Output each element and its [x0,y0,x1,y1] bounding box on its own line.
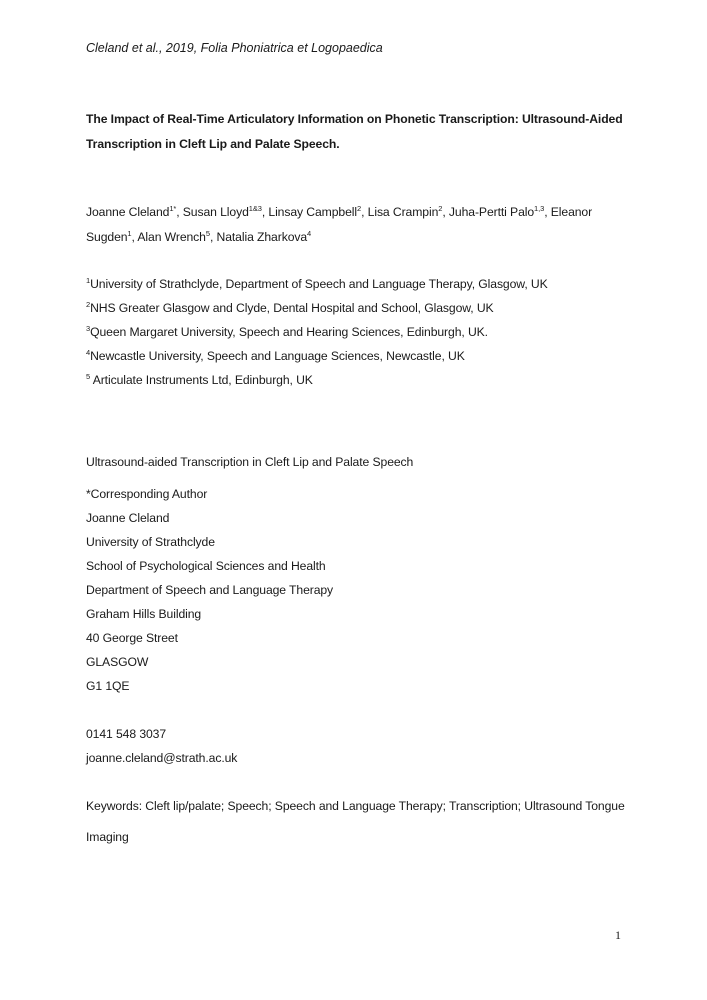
author-name: Joanne Cleland [86,205,170,219]
address-line: GLASGOW [86,655,149,669]
affiliation [86,349,465,363]
author-affiliation-mark: 1,3 [534,204,545,213]
email-address[interactable]: joanne.cleland@strath.ac.uk [86,751,238,765]
author-affiliation-mark: 1* [169,204,177,213]
running-head: Cleland et al., 2019, Folia Phoniatrica et Logopaedica [86,41,383,55]
affiliation [86,301,494,315]
affiliation-number: 1 [86,276,91,285]
author-affiliation-mark: 1&3 [248,204,262,213]
address-line: Department of Speech and Language Therapy [86,583,334,597]
author-name: Alan Wrench [137,230,206,244]
author-list-line-1: Joanne Cleland$^{1*}$, Susan Lloyd$^{1\&3}$, Linsay Campbell$^2$, Lisa Crampin$^2$, Juha-Pertti Palo$^{1,3}$, Eleanor [86,204,593,219]
paper-title-line-2: Transcription in Cleft Lip and Palate Speech. [86,137,340,151]
author-name-last: Sugden [86,230,128,244]
affiliation-number: 2 [86,300,91,309]
author-affiliation-mark: 2 [357,204,362,213]
paper-title-line-1: The Impact of Real-Time Articulatory Information on Phonetic Transcription: Ultrasound-Aided [86,112,623,126]
author-name: Linsay Campbell [268,205,357,219]
author-affiliation-mark: 4 [307,229,312,238]
address-line: 40 George Street [86,631,178,645]
affiliation-number: 5 [86,372,91,381]
address-line: Joanne Cleland [86,511,170,525]
affiliation-text: Articulate Instruments Ltd, Edinburgh, UK [90,373,313,387]
short-title: Ultrasound-aided Transcription in Cleft Lip and Palate Speech [86,455,414,469]
address-line: G1 1QE [86,679,130,693]
affiliation-number: 3 [86,324,91,333]
affiliation-text: Queen Margaret University, Speech and Hearing Sciences, Edinburgh, UK. [90,325,488,339]
author-list-line-2: Sugden$^1$, Alan Wrench$^5$, Natalia Zharkova$^4$ [86,229,312,244]
author-name: Lisa Crampin [367,205,439,219]
author-affiliation-mark: 2 [438,204,443,213]
affiliation [86,325,488,339]
affiliation-text: Newcastle University, Speech and Language Sciences, Newcastle, UK [90,349,465,363]
phone-number: 0141 548 3037 [86,727,167,741]
affiliation-text: NHS Greater Glasgow and Clyde, Dental Hospital and School, Glasgow, UK [90,301,494,315]
affiliation-number: 4 [86,348,91,357]
address-line: Graham Hills Building [86,607,202,621]
affiliation-text: University of Strathclyde, Department of Speech and Language Therapy, Glasgow, UK [90,277,548,291]
author-name: Susan Lloyd [182,205,249,219]
author-affiliation-mark: 1 [127,229,132,238]
corresponding-author-label: *Corresponding Author [86,487,208,501]
page-number: 1 [615,928,621,942]
keywords-line-2: Imaging [86,830,129,844]
keywords-line-1: Keywords: Cleft lip/palate; Speech; Speech and Language Therapy; Transcription; Ultrasound Tongue [86,799,625,813]
author-name-first: Eleanor [550,205,593,219]
address-line: School of Psychological Sciences and Health [86,559,326,573]
author-name: Juha-Pertti Palo [448,205,535,219]
affiliation [86,277,548,291]
address-line: University of Strathclyde [86,535,215,549]
affiliation [86,373,313,387]
author-affiliation-mark: 5 [205,229,210,238]
author-name: Natalia Zharkova [216,230,308,244]
